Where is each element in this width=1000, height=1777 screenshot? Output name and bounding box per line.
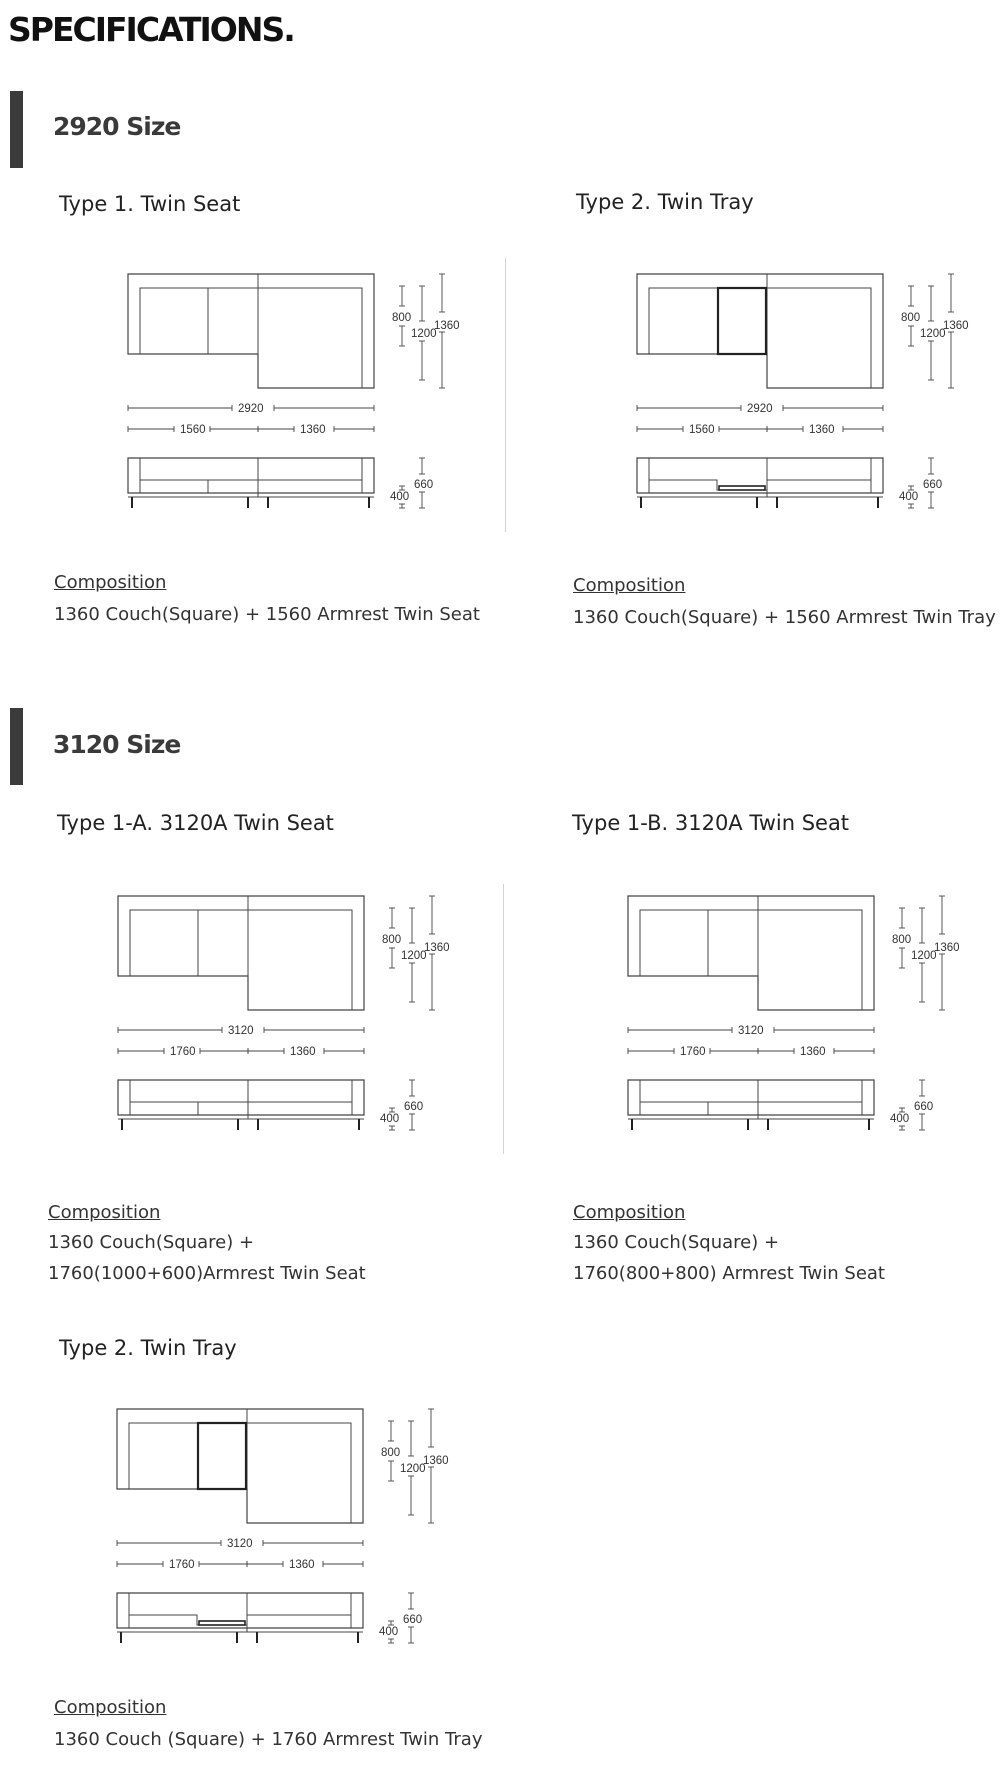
sofa-plan-outline xyxy=(118,896,364,1010)
sofa-front-outline xyxy=(628,1080,874,1115)
sofa-diagram-2920-twin-tray xyxy=(633,268,969,538)
width-label-left: 1560 xyxy=(689,424,715,436)
sofa-front-outline xyxy=(117,1593,363,1628)
sofa-plan-outline xyxy=(637,274,883,388)
type-title: Type 1-A. 3120A Twin Seat xyxy=(57,811,334,835)
composition-label: Composition xyxy=(48,1202,161,1223)
type-title: Type 1. Twin Seat xyxy=(59,192,241,216)
front-seat-line xyxy=(129,1615,247,1625)
sofa-front-outline xyxy=(118,1080,364,1115)
depth-label-800: 800 xyxy=(892,934,912,946)
width-label-total: 3120 xyxy=(228,1025,254,1037)
front-tray xyxy=(719,486,765,490)
sofa-plan-outline xyxy=(128,274,374,388)
sofa-back-line xyxy=(130,910,248,976)
composition-text: 1760(1000+600)Armrest Twin Seat xyxy=(48,1263,366,1284)
sofa-back-line xyxy=(640,910,758,976)
depth-label-1200: 1200 xyxy=(911,950,937,962)
type-title: Type 1-B. 3120A Twin Seat xyxy=(572,811,850,835)
sofa-svg xyxy=(124,268,460,538)
sofa-back-line xyxy=(140,288,258,354)
height-label-660: 660 xyxy=(914,1101,934,1113)
width-label-left: 1760 xyxy=(170,1046,196,1058)
height-label-400: 400 xyxy=(890,1113,910,1125)
sofa-svg xyxy=(624,890,960,1160)
sofa-svg xyxy=(113,1403,449,1673)
composition-text: 1360 Couch(Square) + xyxy=(573,1232,780,1253)
type-title: Type 2. Twin Tray xyxy=(59,1336,237,1360)
sofa-svg xyxy=(633,268,969,538)
composition-text: 1360 Couch(Square) + xyxy=(48,1232,255,1253)
sofa-plan-outline xyxy=(117,1409,363,1523)
composition-text: 1360 Couch(Square) + 1560 Armrest Twin Seat xyxy=(54,604,480,625)
width-label-right: 1360 xyxy=(290,1046,316,1058)
sofa-diagram-3120-type-1a xyxy=(114,890,450,1160)
depth-label-1360: 1360 xyxy=(934,942,960,954)
depth-label-1200: 1200 xyxy=(920,328,946,340)
width-label-right: 1360 xyxy=(809,424,835,436)
sofa-chaise-cushion xyxy=(767,288,871,388)
depth-label-800: 800 xyxy=(382,934,402,946)
composition-label: Composition xyxy=(573,1202,686,1223)
width-label-left: 1760 xyxy=(680,1046,706,1058)
column-divider xyxy=(505,258,506,532)
depth-label-800: 800 xyxy=(901,312,921,324)
height-label-400: 400 xyxy=(380,1113,400,1125)
front-tray xyxy=(199,1621,245,1625)
type-title: Type 2. Twin Tray xyxy=(576,190,754,214)
tray-insert xyxy=(198,1423,246,1489)
width-label-total: 3120 xyxy=(738,1025,764,1037)
composition-text: 1360 Couch(Square) + 1560 Armrest Twin Tray xyxy=(573,607,996,628)
front-seat-line xyxy=(649,480,767,490)
height-label-660: 660 xyxy=(403,1614,423,1626)
depth-label-1200: 1200 xyxy=(400,1463,426,1475)
depth-label-1360: 1360 xyxy=(423,1455,449,1467)
sofa-diagram-2920-twin-seat xyxy=(124,268,460,538)
height-label-660: 660 xyxy=(414,479,434,491)
height-label-400: 400 xyxy=(379,1626,399,1638)
section-title-3120: 3120 Size xyxy=(53,730,181,759)
height-label-660: 660 xyxy=(404,1101,424,1113)
depth-label-1200: 1200 xyxy=(401,950,427,962)
sofa-chaise-cushion xyxy=(247,1423,351,1523)
composition-label: Composition xyxy=(54,572,167,593)
depth-label-800: 800 xyxy=(381,1447,401,1459)
composition-label: Composition xyxy=(54,1697,167,1718)
width-label-total: 2920 xyxy=(747,403,773,415)
sofa-back-line xyxy=(129,1423,247,1489)
section-accent-bar xyxy=(10,91,23,168)
sofa-chaise-cushion xyxy=(258,288,362,388)
depth-label-1360: 1360 xyxy=(434,320,460,332)
section-accent-bar xyxy=(10,708,23,785)
sofa-front-outline xyxy=(637,458,883,493)
composition-text: 1760(800+800) Armrest Twin Seat xyxy=(573,1263,885,1284)
sofa-back-line xyxy=(649,288,767,354)
section-title-2920: 2920 Size xyxy=(53,112,181,141)
sofa-chaise-cushion xyxy=(248,910,352,1010)
column-divider xyxy=(503,884,504,1154)
sofa-plan-outline xyxy=(628,896,874,1010)
sofa-front-outline xyxy=(128,458,374,493)
composition-text: 1360 Couch (Square) + 1760 Armrest Twin Tray xyxy=(54,1729,483,1750)
sofa-diagram-3120-twin-tray xyxy=(113,1403,449,1673)
width-label-total: 2920 xyxy=(238,403,264,415)
height-label-660: 660 xyxy=(923,479,943,491)
depth-label-1360: 1360 xyxy=(943,320,969,332)
sofa-chaise-cushion xyxy=(758,910,862,1010)
sofa-diagram-3120-type-1b xyxy=(624,890,960,1160)
tray-insert xyxy=(718,288,766,354)
height-label-400: 400 xyxy=(899,491,919,503)
width-label-total: 3120 xyxy=(227,1538,253,1550)
width-label-left: 1560 xyxy=(180,424,206,436)
sofa-svg xyxy=(114,890,450,1160)
width-label-right: 1360 xyxy=(300,424,326,436)
height-label-400: 400 xyxy=(390,491,410,503)
width-label-right: 1360 xyxy=(800,1046,826,1058)
composition-label: Composition xyxy=(573,575,686,596)
depth-label-1200: 1200 xyxy=(411,328,437,340)
page-title: SPECIFICATIONS. xyxy=(8,10,294,49)
width-label-right: 1360 xyxy=(289,1559,315,1571)
depth-label-1360: 1360 xyxy=(424,942,450,954)
width-label-left: 1760 xyxy=(169,1559,195,1571)
depth-label-800: 800 xyxy=(392,312,412,324)
